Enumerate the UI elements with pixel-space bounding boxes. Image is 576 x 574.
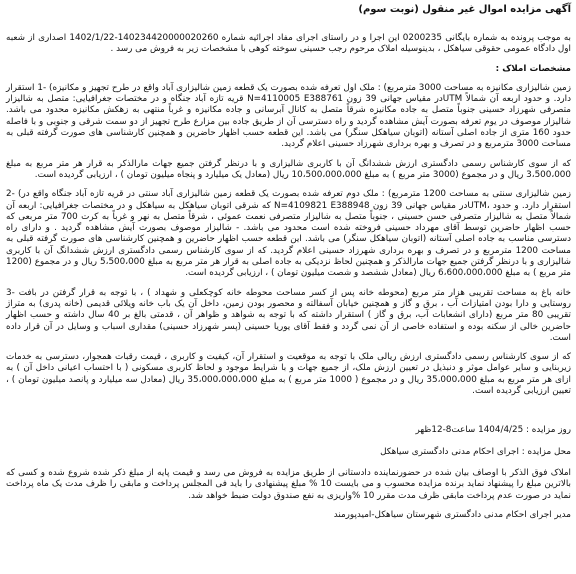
spacer — [6, 458, 571, 468]
property-3-valuation: که از سوی کارشناس رسمی دادگستری ارزش ریالی ملک با توجه به موقعیت و استقرار آن، کیفیت و کاربری ، قیمت رقبات همجوار، دسترسی به خدمات زیربنایی و سایر عوامل موثر و دنبذیل در تعیین ارزش ملک، از جمیع جهات و با شرایط موجود و لحاظ کاربری مسکونی ( با احتساب اعیانی داخل آن ) به ازای هر متر مربع به مبلغ 35،000،000 ریال و در مجموع ( 1000 متر مربع ) به مبلغ 35،000،000،000 ریال (معادل سه میلیارد و پانصد میلیون تومان ) ، تعیین ارزیابی گردیده است. — [6, 352, 571, 397]
spacer — [6, 397, 571, 425]
property-3-description: خانه باغ به مساحت تقریبی هزار متر مربع (محوطه خانه پس از کسر مساحت محوطه خانه کوچکعلی و شهداد ) ، با توجه به قرار گرفتن در بافت -3 روستایی و دارا بودن امتیازات آب ، برق و گاز و همچنین خیابان آسفالته و محصور بودن زمین، داخل آن یک باب خانه ویلائی قدیمی (خانه پدری) به متراژ تقریبی 80 متر مربع (دارای انشعابات آب، برق و گاز ) استقرار داشته که با توجه به شواهد و ظواهر آن ، قدمتی بالغ بر 40 سال داشته و حسب اظهار حاضرین خالی از سکنه بوده و استفاده خاصی از آن نمی گردد و فقط آقای یوریا حسینی (پسر شهرزاد حسینی) مقداری اسباب و وسایل در آن قرار داده است. — [6, 287, 572, 343]
spacer — [6, 280, 571, 288]
spacer — [6, 75, 571, 83]
auction-conditions: املاک فوق الذکر با اوصاف بیان شده در حضورنماینده دادستانی از طریق مزایده به فروش می رسد و قیمت پایه از مبلغ ذکر شده شروع شده و کسی که بالاترین مبلغ را پیشنهاد نماید برنده مزایده محسوب و می بایست 10 % مبلغ پیشنهادی را باید فی المجلس پرداخت و مابقی را ظرف مدت یک ماه پرداخت نماید در صورت عدم پرداخت مابقی ظرف مدت مقرر 10 %واریزی به نفع صندوق دولت ضبط خواهد شد. — [6, 467, 572, 501]
signature: مدیر اجرای احکام مدنی دادگستری شهرستان سیاهکل-امیدپورمند — [333, 509, 571, 520]
spacer — [6, 56, 571, 64]
auction-date: روز مزایده : 1404/4/25 ساعت8-12ظهر — [415, 425, 571, 436]
auction-place: محل مزایده : اجرای احکام مدنی دادگستری سیاهکل — [380, 446, 571, 457]
property-1-valuation: که از سوی کارشناس رسمی دادگستری ارزش ششدانگ آن با کاربری شالیزاری و با درنظر گرفتن جمیع جهات مارالذکر به قرار هر متر مربع به مبلغ 3،500،000 ریال و در مجموع (3000 متر مربع ) به مبلغ 10،500،000،000 ریال (معادل یک میلیارد و پنجاه میلیون تومان ) ، ارزیابی گردیده است. — [6, 158, 571, 180]
spacer — [6, 437, 571, 447]
spacer — [6, 502, 571, 510]
property-2-description: زمین شالیزاری سنتی به مساحت 1200 مترمربع) : ملک دوم تعرفه شده بصورت یک قطعه زمین شالیزاری آباد سنتی در قریه تازه آباد جنگاه واقع در) -2 استقرار دارد. و حدود ،UTMدر مقیاس جهانی 39 زون N=4109821 E388948 که شرقی اتوبان سیاهکل به سیاهکل و در مختصات جغرافیایی: اربعه آن شمالاً متصل به شالیزار متصرفی حسن حسینی ، جنوباً متصل به شالیزار متصرفی نعمت عموئی ، شرقاً متصل به نهر و غرباً به کرت 700 متر مربعی که حسب اظهار حاضرین توسط آقای مهرداد حسینی فروخته شده است محدود می باشد. - شالیزار موصوف بصورت آیش مشاهده گردید . و دارای راه دسترسی مناسب به جاده اصلی آستانه (اتوبان سیاهکل سنگر) می باشد. این قطعه حسب اظهار حاضرین و همچنین کارشناسی های صورت گرفته قبلی به مساحت 1200 مترمربع و در تصرف و بهره برداری شهرزاد حسینی اعلام گردید. که از سوی کارشناس رسمی دادگستری ارزش ششدانگ آن با کاربری شالیزاری و با درنظر گرفتن جمیع جهات مارالذکر و همچنین لحاظ نزدیکی به جاده اصلی به قرار هر متر مربع به مبلغ 5،500،000 ریال و در مجموع (1200 متر مربع ) به مبلغ 6،600،000،000 ریال (معادل ششصد و شصت میلیون تومان ) ، ارزیابی گردیده است. — [6, 189, 571, 279]
spacer — [6, 344, 571, 352]
spacer — [6, 151, 571, 159]
notice-intro: به موجب پرونده به شماره بایگانی 0200235 این اجرا و در راستای اجرای مفاد اجرائیه شماره 140234420000020260-1402/1/22 اصداری از شعبه اول دادگاه عمومی حقوقی سیاهکل ، بدینوسیله املاک مرحوم رجب حسینی سوخته کوهی با مشخصات زیر به فروش می رسد . — [6, 33, 571, 55]
property-1-description: زمین شالیزاری مکانیزه به مساحت 3000 مترمربع) : ملک اول تعرفه شده بصورت یک قطعه زمین شالیزاری آباد واقع در طرح تجهیز و مکانیزه) -1 استقرار دارد. و حدود اربعه آن شمالاً UTMدر مقیاس جهانی 39 زون N=4110005 E388761 قریه تازه آباد جنگاه و در مختصات جغرافیایی: متصل به شالیزار متصرفی شهرزاد حسینی جنوباً متصل به جاده مکانیزه شرقاً متصل به کانال آبرسانی و جاده مکانیزه و غرباً منتهی به زهکش مکانیزه محدود می باشد. شالیزار موصوف در یوم تعرفه بصورت آیش مشاهده گردید و راه دسترسی آن از طریق جاده بین مزارع طرح تجهیز از دو سمت شرقی و جنوبی و با فاصله حدود 160 متری از جاده اصلی آستانه (اتوبان سیاهکل سنگر) می باشد. این قطعه حسب اظهار حاضرین و همچنین کارشناسی های صورت گرفته قبلی به مساحت 3000 مترمربع و در تصرف و بهره برداری شهرزاد حسینی اعلام گردید. — [6, 82, 572, 150]
notice-title: آگهی مزایده اموال غیر منقول (نوبت سوم) — [358, 4, 571, 15]
specs-heading: مشخصات املاک : — [495, 63, 571, 74]
